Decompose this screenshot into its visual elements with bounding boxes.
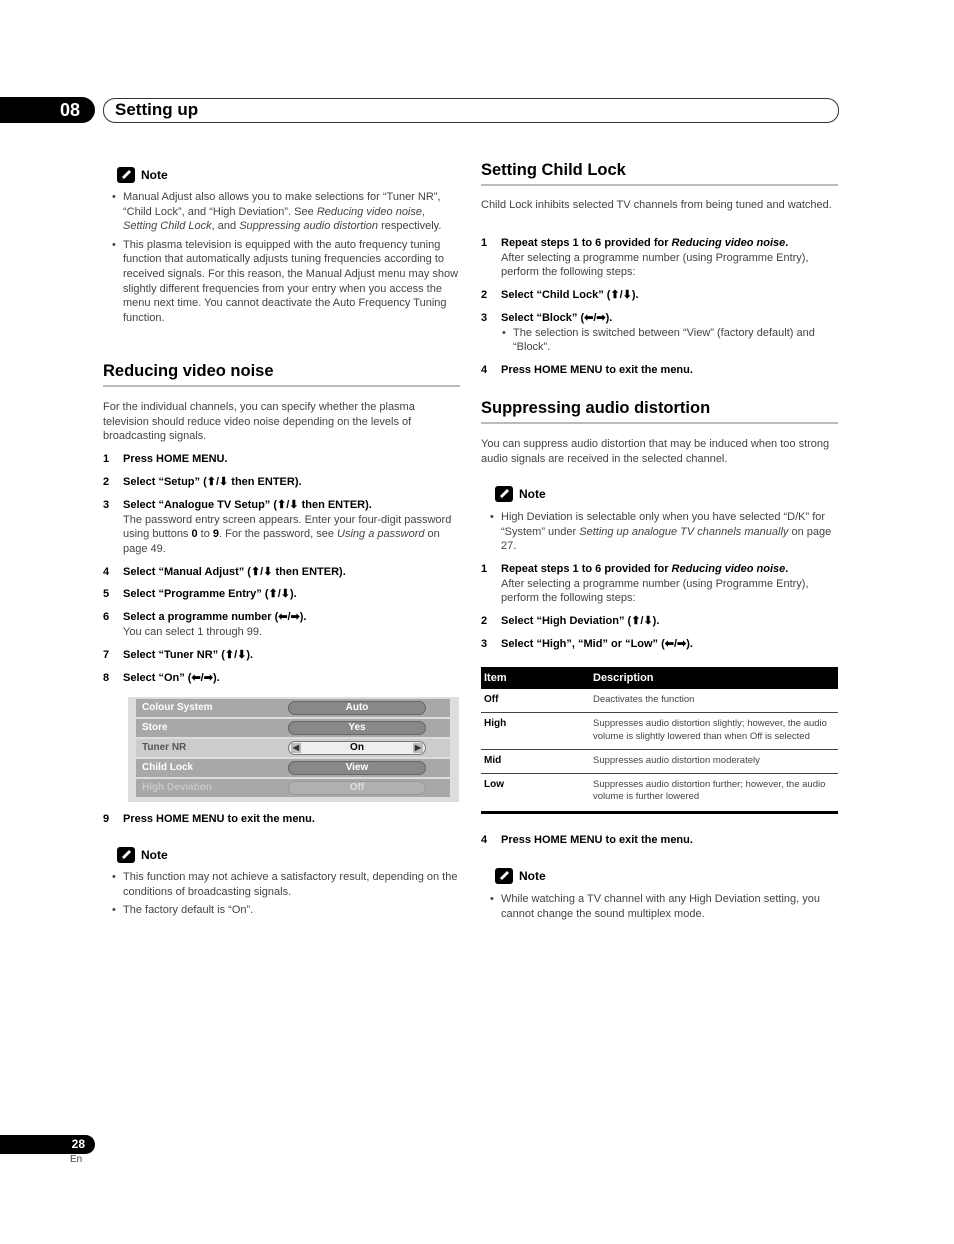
section-intro: Child Lock inhibits selected TV channels from being tuned and watched. [481,199,832,211]
note-heading [117,167,168,183]
table-header: Description [590,667,838,689]
chapter-number: 08 [60,100,81,120]
step: 2 Select “Setup” (⬆/⬇ then ENTER). [103,476,302,488]
table-row [481,774,838,813]
note-heading [117,847,168,863]
note-list [481,510,838,558]
note-list [103,870,460,922]
section-title: Reducing video noise [103,362,460,387]
chapter-title: Setting up [115,100,199,119]
table-cell: Deactivates the function [590,689,838,713]
step: 4 Press HOME MENU to exit the menu. [481,364,693,376]
note-label: Note [141,848,168,862]
arrow-left-icon: ◀ [292,743,300,752]
step: 1 Press HOME MENU. [103,453,228,465]
section-title: Setting Child Lock [481,161,838,186]
page-number-tab [0,1135,95,1154]
menu-row-high-deviation: High Deviation Off [136,779,450,797]
section-title: Suppressing audio distortion [481,399,838,424]
note-item: • High Deviation is selectable only when you have selected “D/K” for “System” under Setting up analogue TV channels manually on page 27. [481,510,838,554]
menu-row-colour-system: Colour System Auto [136,699,450,717]
step: 9 Press HOME MENU to exit the menu. [103,813,315,825]
step: 2 Select “Child Lock” (⬆/⬇). [481,289,639,301]
step: 3 Select “Analogue TV Setup” (⬆/⬇ then ENTER). The password entry screen appears. Enter your four-digit password using buttons 0 to 9. For the password, see Using a password on page 49. [103,499,452,555]
step: 4 Press HOME MENU to exit the menu. [481,834,693,846]
step: 2 Select “High Deviation” (⬆/⬇). [481,615,660,627]
table-header-row [481,667,838,689]
table-cell: Mid [481,749,590,773]
note-heading [495,868,546,884]
page-number: 28 [71,1137,85,1151]
step: 3 Select “Block” (⬅/➡). • The selection is switched between “View” (factory default) and “Block”. [481,311,838,355]
chapter-title-box [103,98,839,123]
chapter-tab [0,97,95,123]
step: 1 Repeat steps 1 to 6 provided for Reducing video noise. After selecting a programme number (using Programme Entry), perform the following steps: [481,237,809,279]
manual-adjust-menu-screenshot [128,697,459,802]
note-list [103,190,460,329]
note-item: • This function may not achieve a satisfactory result, depending on the conditions of broadcasting signals. [103,870,460,899]
note-label: Note [519,869,546,883]
section-intro: You can suppress audio distortion that may be induced when too strong audio signals are received in the selected channel. [481,438,830,465]
step: 3 Select “High”, “Mid” or “Low” (⬅/➡). [481,638,693,650]
table-cell: Off [481,689,590,713]
menu-row-store: Store Yes [136,719,450,737]
note-pencil-icon [117,167,135,183]
table-row [481,749,838,773]
high-deviation-table [481,667,838,814]
step: 4 Select “Manual Adjust” (⬆/⬇ then ENTER). [103,566,346,578]
language-code: En [70,1154,83,1165]
note-item: • While watching a TV channel with any High Deviation setting, you cannot change the sound multiplex mode. [481,892,838,921]
table-cell: Suppresses audio distortion further; however, the audio volume is further lowered [590,774,838,813]
table-header: Item [481,667,590,689]
table-row [481,689,838,713]
table-cell: Suppresses audio distortion slightly; however, the audio volume is slightly lowered than when Off is selected [590,713,838,750]
section-intro: For the individual channels, you can specify whether the plasma television should reduce video noise depending on the levels of broadcasting signals. [103,401,415,443]
note-item: • The factory default is “On”. [103,903,460,918]
step: 7 Select “Tuner NR” (⬆/⬇). [103,649,254,661]
step: 5 Select “Programme Entry” (⬆/⬇). [103,588,297,600]
note-label: Note [141,168,168,182]
note-label: Note [519,487,546,501]
arrow-right-icon: ▶ [414,743,422,752]
step: 1 Repeat steps 1 to 6 provided for Reducing video noise. After selecting a programme number (using Programme Entry), perform the following steps: [481,563,809,605]
table-row [481,713,838,750]
menu-row-tuner-nr: Tuner NR ◀ On ▶ [136,739,450,757]
note-pencil-icon [495,486,513,502]
table-cell: Low [481,774,590,813]
table-cell: High [481,713,590,750]
note-item: • Manual Adjust also allows you to make selections for “Tuner NR”, “Child Lock”, and “High Deviation”. See Reducing video noise, Setting Child Lock, and Suppressing audio distortion respectively. [103,190,460,234]
note-item: • This plasma television is equipped with the auto frequency tuning function that automatically adjusts tuning frequencies according to received signals. For this reason, the Manual Adjust menu may show slightly different frequencies from your entry when you access the menu next time. You cannot deactivate the Auto Frequency Tuning function. [103,238,460,326]
step: 8 Select “On” (⬅/➡). [103,672,220,684]
table-cell: Suppresses audio distortion moderately [590,749,838,773]
step: 6 Select a programme number (⬅/➡). You can select 1 through 99. [103,611,307,638]
note-list [481,892,838,925]
note-heading [495,486,546,502]
note-pencil-icon [495,868,513,884]
menu-row-child-lock: Child Lock View [136,759,450,777]
note-pencil-icon [117,847,135,863]
